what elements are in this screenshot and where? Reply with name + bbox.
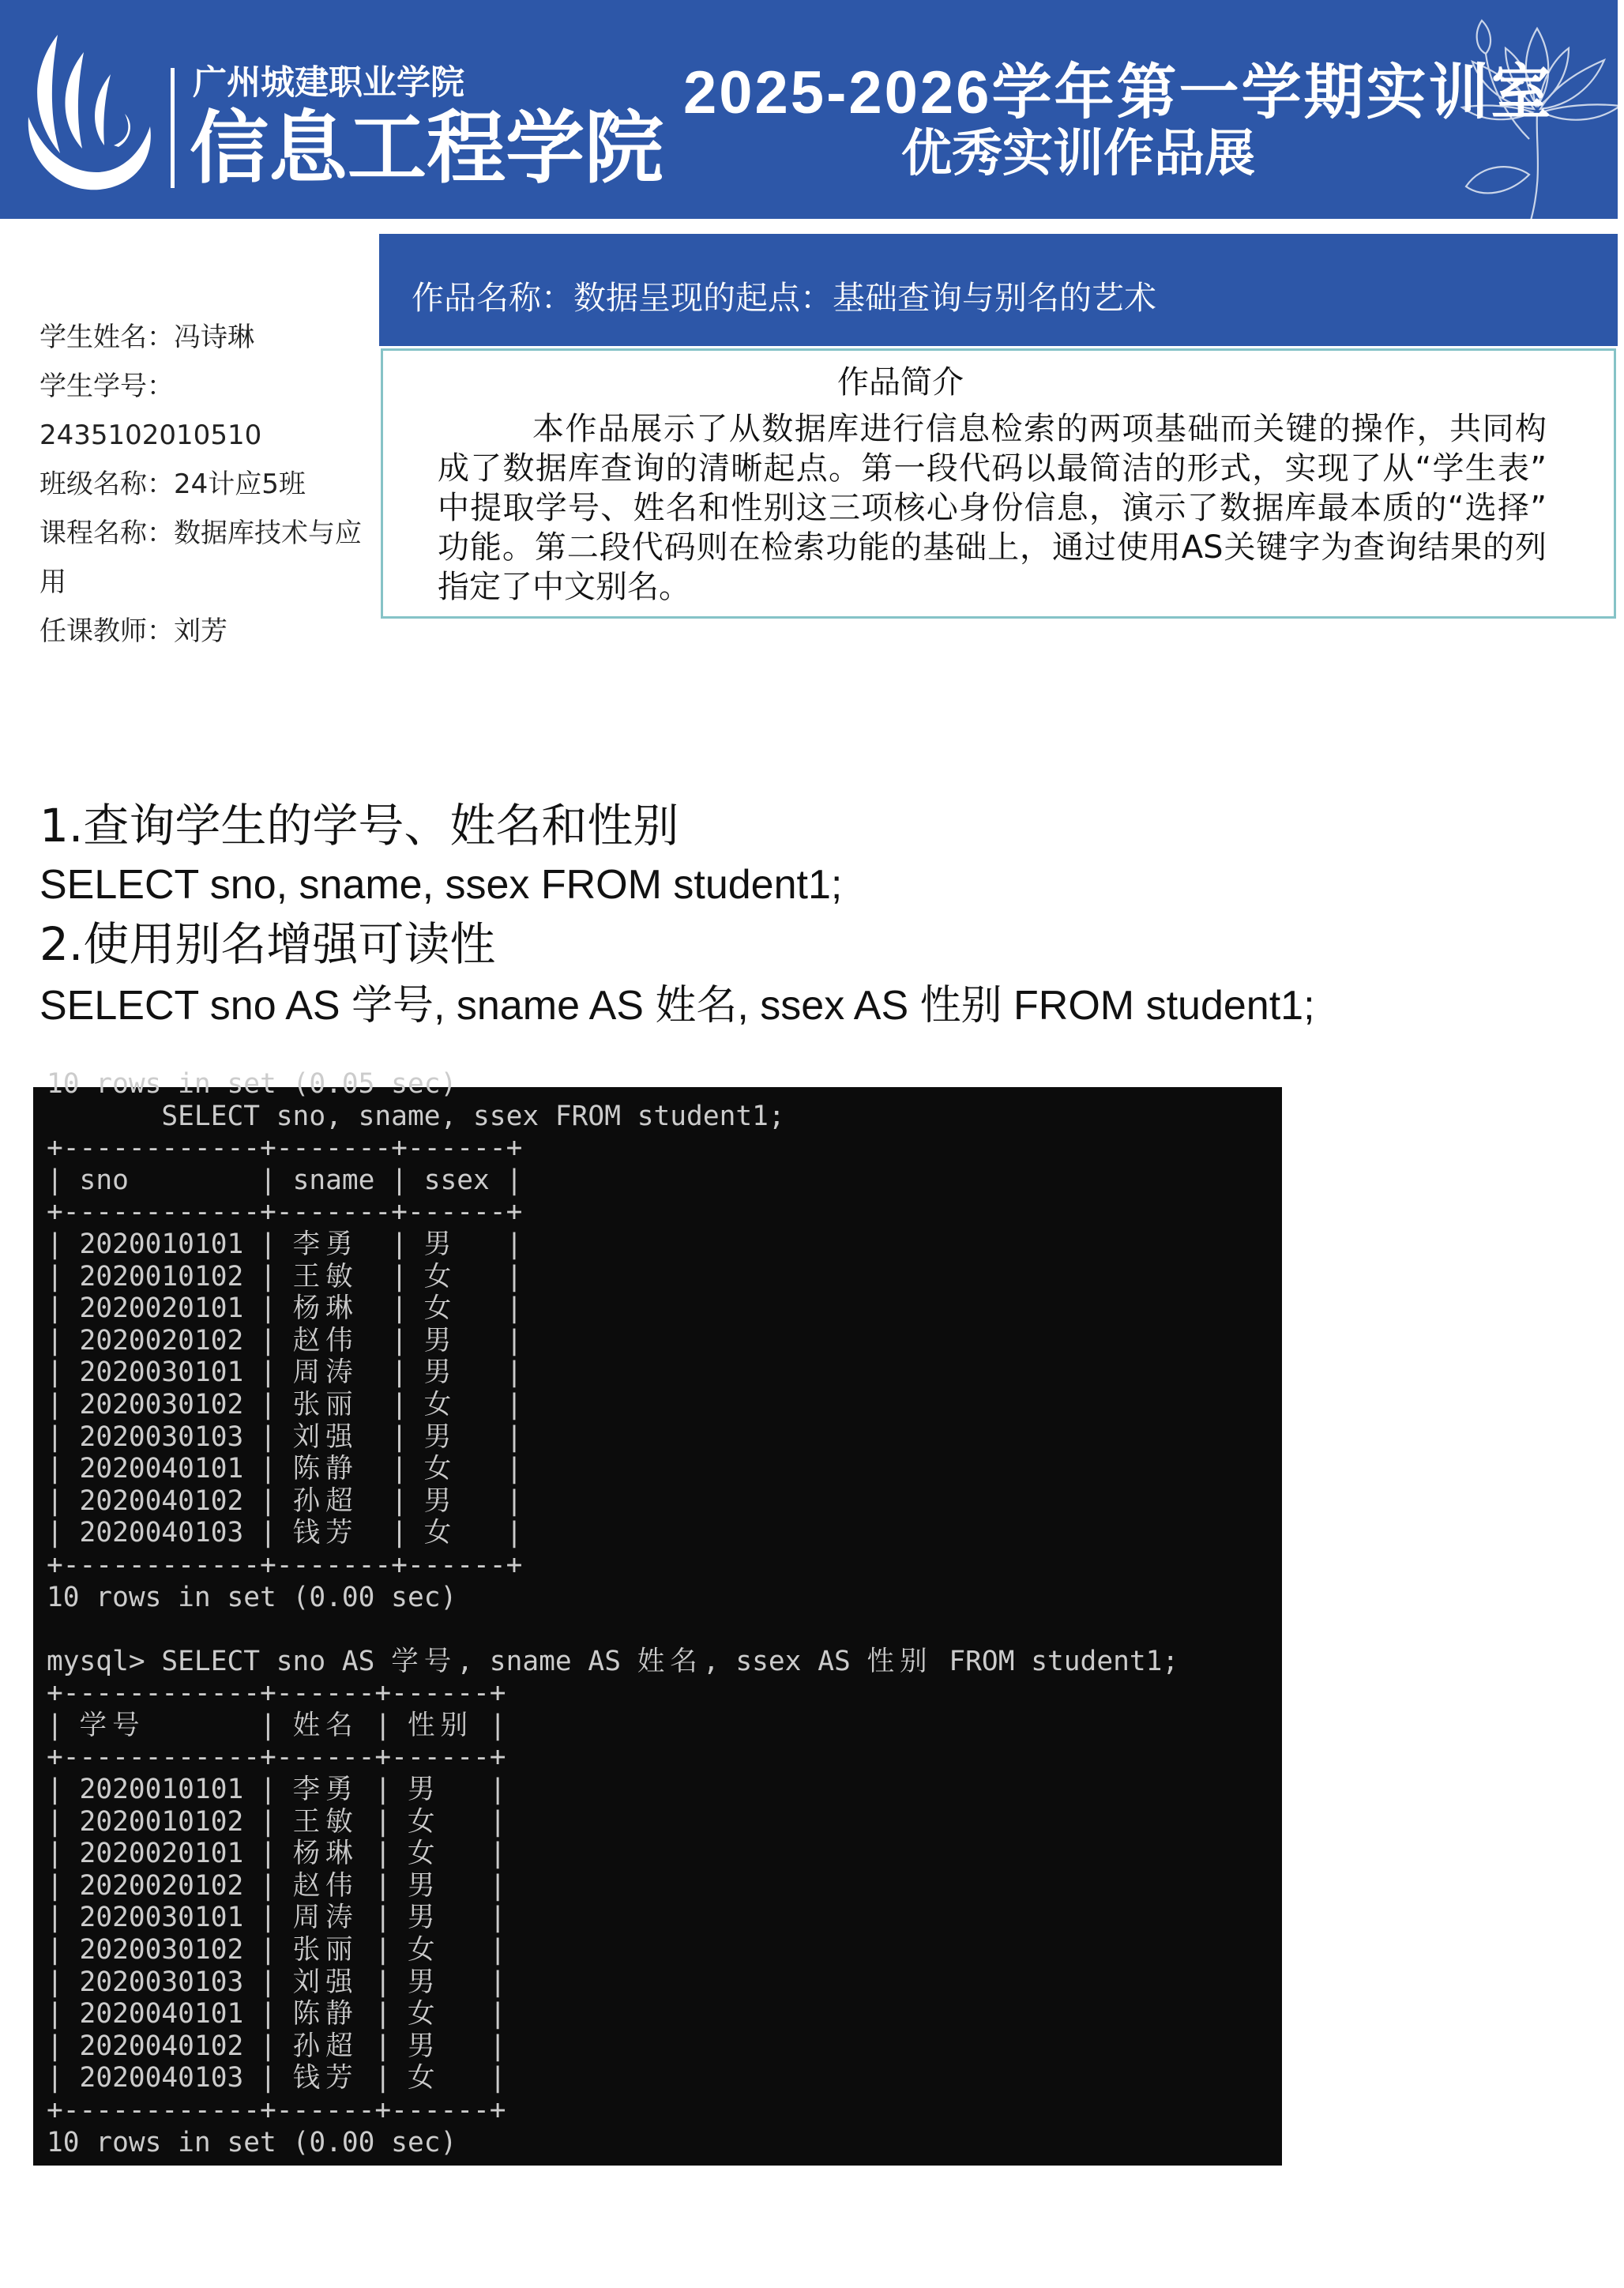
previous-result-line: 10 rows in set (0.05 sec)	[47, 1068, 457, 1100]
table-row	[47, 1421, 1179, 1454]
intro-line: 本作品展示了从数据库进行信息检索的两项基础而关键的操作，共同构	[532, 411, 1547, 447]
table-cell: 2020010102	[79, 1805, 244, 1838]
column-separator: |	[391, 1324, 408, 1357]
table-cell: 2020010102	[79, 1260, 244, 1293]
column-separator: |	[489, 1709, 506, 1741]
info-label: 学生学号：	[39, 371, 174, 402]
table-cell: 男	[407, 1774, 441, 1806]
column-separator: |	[260, 1228, 276, 1260]
column-separator: |	[260, 1517, 276, 1549]
section-heading: 1.查询学生的学号、姓名和性别	[39, 799, 679, 852]
column-separator: |	[391, 1260, 408, 1293]
info-value: 24计应5班	[174, 469, 306, 500]
column-separator: |	[260, 1260, 276, 1293]
table-border: +------------+------+------+	[47, 1677, 506, 1710]
table-header-cell: sname	[292, 1164, 375, 1196]
column-separator: |	[260, 1709, 276, 1741]
table-header-cell: ssex	[423, 1164, 490, 1196]
section-heading: 2.使用别名增强可读性	[39, 917, 496, 971]
table-header-cell: 性别	[407, 1709, 474, 1741]
info-value: 冯诗琳	[174, 322, 254, 353]
table-cell: 男	[407, 2030, 441, 2062]
table-header-cell: 姓名	[292, 1709, 359, 1741]
table-cell: 2020040103	[79, 1517, 244, 1549]
table-cell: 2020020102	[79, 1324, 244, 1357]
table-cell: 周涛	[292, 1902, 359, 1934]
table-row	[47, 1838, 1179, 1870]
column-separator: |	[506, 1324, 523, 1357]
table-header-row	[47, 1165, 1179, 1197]
column-separator: |	[506, 1453, 523, 1485]
column-separator: |	[374, 2062, 392, 2094]
column-separator: |	[47, 2030, 63, 2062]
column-separator: |	[260, 1388, 276, 1421]
info-value: 2435102010510	[39, 420, 262, 451]
column-separator: |	[391, 1421, 408, 1453]
table-row	[47, 1293, 1179, 1325]
intro-box	[381, 348, 1616, 619]
table-cell: 女	[423, 1453, 457, 1485]
table-row	[47, 1453, 1179, 1485]
intro-body	[438, 409, 1547, 607]
column-separator: |	[47, 1357, 63, 1389]
table-cell: 李勇	[292, 1228, 359, 1260]
column-separator: |	[47, 1902, 63, 1934]
column-separator: |	[47, 1517, 63, 1549]
column-separator: |	[47, 1805, 63, 1838]
intro-line: 指定了中文别名。	[438, 569, 690, 605]
table-cell: 2020020101	[79, 1293, 244, 1325]
table-cell: 女	[407, 1838, 441, 1870]
column-separator: |	[47, 1838, 63, 1870]
table-cell: 陈静	[292, 1453, 359, 1485]
column-separator: |	[47, 1934, 63, 1966]
table-cell: 2020030103	[79, 1421, 244, 1453]
table-cell: 2020030101	[79, 1357, 244, 1389]
table-cell: 女	[407, 1934, 441, 1966]
column-separator: |	[506, 1517, 523, 1549]
table-cell: 男	[423, 1324, 457, 1357]
table-row	[47, 1934, 1179, 1966]
school-name: 广州城建职业学院	[193, 63, 464, 103]
column-separator: |	[47, 1998, 63, 2030]
column-separator: |	[47, 1966, 63, 1998]
column-separator: |	[391, 1517, 408, 1549]
table-cell: 王敏	[292, 1805, 359, 1838]
column-separator: |	[391, 1164, 408, 1196]
column-separator: |	[47, 1293, 63, 1325]
column-separator: |	[260, 2062, 276, 2094]
table-cell: 2020030103	[79, 1966, 244, 1998]
column-separator: |	[260, 1902, 276, 1934]
column-separator: |	[47, 1324, 63, 1357]
info-item-course	[39, 509, 375, 607]
blank-line	[47, 1613, 1179, 1646]
column-separator: |	[489, 1902, 506, 1934]
column-separator: |	[260, 1774, 276, 1806]
column-separator: |	[47, 1228, 63, 1260]
column-separator: |	[47, 1421, 63, 1453]
table-cell: 2020040103	[79, 2062, 244, 2094]
table-cell: 女	[407, 1805, 441, 1838]
table-cell: 2020020102	[79, 1869, 244, 1902]
flame-logo-icon	[14, 28, 156, 196]
table-cell: 杨琳	[292, 1293, 359, 1325]
table-row	[47, 1261, 1179, 1293]
info-item-teacher	[39, 607, 375, 656]
info-item-class	[39, 460, 375, 509]
header-banner	[0, 0, 1618, 219]
column-separator: |	[506, 1485, 523, 1517]
column-separator: |	[506, 1164, 523, 1196]
table-cell: 女	[423, 1517, 457, 1549]
column-separator: |	[391, 1293, 408, 1325]
column-separator: |	[391, 1485, 408, 1517]
intro-line: 功能。第二段代码则在检索功能的基础上，通过使用AS关键字为查询结果的列	[438, 529, 1547, 566]
table-cell: 2020040102	[79, 1485, 244, 1517]
table-border: +------------+------+------+	[47, 1741, 506, 1774]
table-cell: 赵伟	[292, 1869, 359, 1902]
column-separator: |	[489, 1805, 506, 1838]
table-row	[47, 1806, 1179, 1838]
intro-line: 中提取学号、姓名和性别这三项核心身份信息，演示了数据库最本质的“选择”	[438, 490, 1547, 526]
column-separator: |	[260, 1838, 276, 1870]
column-separator: |	[489, 2062, 506, 2094]
result-summary: 10 rows in set (0.00 sec)	[47, 2126, 457, 2158]
column-separator: |	[47, 2062, 63, 2094]
table-cell: 李勇	[292, 1774, 359, 1806]
table-row	[47, 1357, 1179, 1389]
work-title-bar	[379, 234, 1618, 346]
sql-command: SELECT sno AS 学号, sname AS 姓名, ssex AS 性别 FROM student1;	[161, 1645, 1179, 1677]
info-item-student-id	[39, 362, 375, 460]
column-separator: |	[260, 2030, 276, 2062]
column-separator: |	[374, 1869, 392, 1902]
info-label: 任课教师：	[39, 615, 174, 647]
table-row	[47, 2062, 1179, 2094]
column-separator: |	[489, 2030, 506, 2062]
table-cell: 刘强	[292, 1421, 359, 1453]
info-label: 学生姓名：	[39, 322, 174, 353]
table-cell: 2020030102	[79, 1388, 244, 1421]
column-separator: |	[260, 1453, 276, 1485]
column-separator: |	[506, 1388, 523, 1421]
column-separator: |	[47, 1164, 63, 1196]
section-sql: SELECT sno AS 学号, sname AS 姓名, ssex AS 性别 FROM student1;	[39, 983, 1315, 1029]
table-cell: 女	[423, 1260, 457, 1293]
column-separator: |	[374, 1709, 392, 1741]
table-cell: 2020040102	[79, 2030, 244, 2062]
column-separator: |	[506, 1293, 523, 1325]
exhibition-title: 2025-2026学年第一学期实训室	[683, 59, 1554, 126]
info-value: 数据库技术与应用	[39, 517, 362, 598]
column-separator: |	[47, 1485, 63, 1517]
table-cell: 陈静	[292, 1998, 359, 2030]
column-separator: |	[260, 1805, 276, 1838]
exhibition-subtitle: 优秀实训作品展	[901, 125, 1255, 182]
table-cell: 2020020101	[79, 1838, 244, 1870]
terminal-output	[47, 1068, 1179, 2158]
column-separator: |	[260, 1164, 276, 1196]
table-header-cell: sno	[79, 1164, 129, 1196]
section-sql: SELECT sno, sname, ssex FROM student1;	[39, 862, 843, 908]
student-info-panel	[39, 313, 375, 656]
table-cell: 王敏	[292, 1260, 359, 1293]
column-separator: |	[47, 1388, 63, 1421]
table-cell: 张丽	[292, 1934, 359, 1966]
table-row	[47, 1517, 1179, 1549]
column-separator: |	[47, 1709, 63, 1741]
table-cell: 钱芳	[292, 2062, 359, 2094]
table-border: +------------+-------+------+	[47, 1132, 523, 1165]
column-separator: |	[374, 1805, 392, 1838]
table-cell: 周涛	[292, 1357, 359, 1389]
column-separator: |	[260, 1293, 276, 1325]
table-cell: 男	[423, 1357, 457, 1389]
table-cell: 女	[407, 2062, 441, 2094]
table-cell: 孙超	[292, 1485, 359, 1517]
column-separator: |	[374, 1774, 392, 1806]
column-separator: |	[47, 1453, 63, 1485]
table-cell: 2020040101	[79, 1453, 244, 1485]
column-separator: |	[489, 1998, 506, 2030]
table-cell: 2020010101	[79, 1774, 244, 1806]
table-row	[47, 1485, 1179, 1518]
column-separator: |	[391, 1388, 408, 1421]
column-separator: |	[374, 1902, 392, 1934]
intro-heading: 作品简介	[837, 364, 964, 401]
table-cell: 男	[407, 1966, 441, 1998]
table-row	[47, 1998, 1179, 2030]
query-sections	[39, 796, 1580, 1036]
table-cell: 2020030102	[79, 1934, 244, 1966]
table-cell: 男	[423, 1228, 457, 1260]
table-cell: 2020030101	[79, 1902, 244, 1934]
table-border: +------------+------+------+	[47, 2094, 506, 2126]
command-line	[47, 1101, 1179, 1133]
table-cell: 男	[423, 1421, 457, 1453]
table-cell: 刘强	[292, 1966, 359, 1998]
table-border: +------------+-------+------+	[47, 1196, 523, 1229]
table-border: +------------+-------+------+	[47, 1549, 523, 1581]
table-cell: 男	[407, 1869, 441, 1902]
table-cell: 女	[423, 1293, 457, 1325]
column-separator: |	[260, 1869, 276, 1902]
table-cell: 男	[407, 1902, 441, 1934]
column-separator: |	[374, 2030, 392, 2062]
column-separator: |	[374, 1998, 392, 2030]
column-separator: |	[391, 1357, 408, 1389]
column-separator: |	[374, 1934, 392, 1966]
table-header-row	[47, 1710, 1179, 1742]
column-separator: |	[489, 1934, 506, 1966]
info-label: 课程名称：	[39, 517, 174, 549]
table-row	[47, 1902, 1179, 1934]
column-separator: |	[260, 1998, 276, 2030]
command-line	[47, 1646, 1179, 1678]
column-separator: |	[489, 1838, 506, 1870]
table-cell: 女	[407, 1998, 441, 2030]
table-row	[47, 1870, 1179, 1902]
info-value: 刘芳	[174, 615, 227, 647]
table-row	[47, 1229, 1179, 1261]
column-separator: |	[260, 1934, 276, 1966]
terminal-screenshot	[33, 1068, 1282, 2166]
table-cell: 女	[423, 1388, 457, 1421]
column-separator: |	[260, 1966, 276, 1998]
work-title-label: 作品名称：	[412, 278, 573, 317]
table-row	[47, 1966, 1179, 1999]
column-separator: |	[47, 1869, 63, 1902]
table-row	[47, 1325, 1179, 1357]
table-cell: 杨琳	[292, 1838, 359, 1870]
table-cell: 2020010101	[79, 1228, 244, 1260]
info-label: 班级名称：	[39, 469, 174, 500]
column-separator: |	[260, 1357, 276, 1389]
column-separator: |	[391, 1228, 408, 1260]
table-cell: 男	[423, 1485, 457, 1517]
column-separator: |	[47, 1260, 63, 1293]
column-separator: |	[506, 1357, 523, 1389]
terminal-prompt: mysql>	[47, 1645, 145, 1677]
table-cell: 孙超	[292, 2030, 359, 2062]
column-separator: |	[47, 1774, 63, 1806]
intro-line: 成了数据库查询的清晰起点。第一段代码以最简洁的形式，实现了从“学生表”	[438, 450, 1547, 487]
column-separator: |	[260, 1324, 276, 1357]
table-cell: 赵伟	[292, 1324, 359, 1357]
logo-divider	[171, 68, 175, 188]
column-separator: |	[260, 1421, 276, 1453]
info-item-student-name	[39, 313, 375, 362]
table-row	[47, 1774, 1179, 1806]
table-cell: 2020040101	[79, 1998, 244, 2030]
sql-command: SELECT sno, sname, ssex FROM student1;	[161, 1100, 785, 1132]
column-separator: |	[260, 1485, 276, 1517]
column-separator: |	[489, 1774, 506, 1806]
table-row	[47, 2030, 1179, 2063]
table-header-cell: 学号	[79, 1709, 145, 1741]
table-row	[47, 1389, 1179, 1421]
column-separator: |	[506, 1260, 523, 1293]
table-cell: 张丽	[292, 1388, 359, 1421]
column-separator: |	[374, 1838, 392, 1870]
college-name: 信息工程学院	[190, 102, 664, 194]
column-separator: |	[506, 1228, 523, 1260]
column-separator: |	[489, 1869, 506, 1902]
result-summary: 10 rows in set (0.00 sec)	[47, 1581, 457, 1613]
table-cell: 钱芳	[292, 1517, 359, 1549]
work-title: 数据呈现的起点：基础查询与别名的艺术	[573, 278, 1156, 317]
column-separator: |	[489, 1966, 506, 1998]
column-separator: |	[506, 1421, 523, 1453]
column-separator: |	[391, 1453, 408, 1485]
lotus-icon	[1450, 5, 1624, 226]
column-separator: |	[374, 1966, 392, 1998]
